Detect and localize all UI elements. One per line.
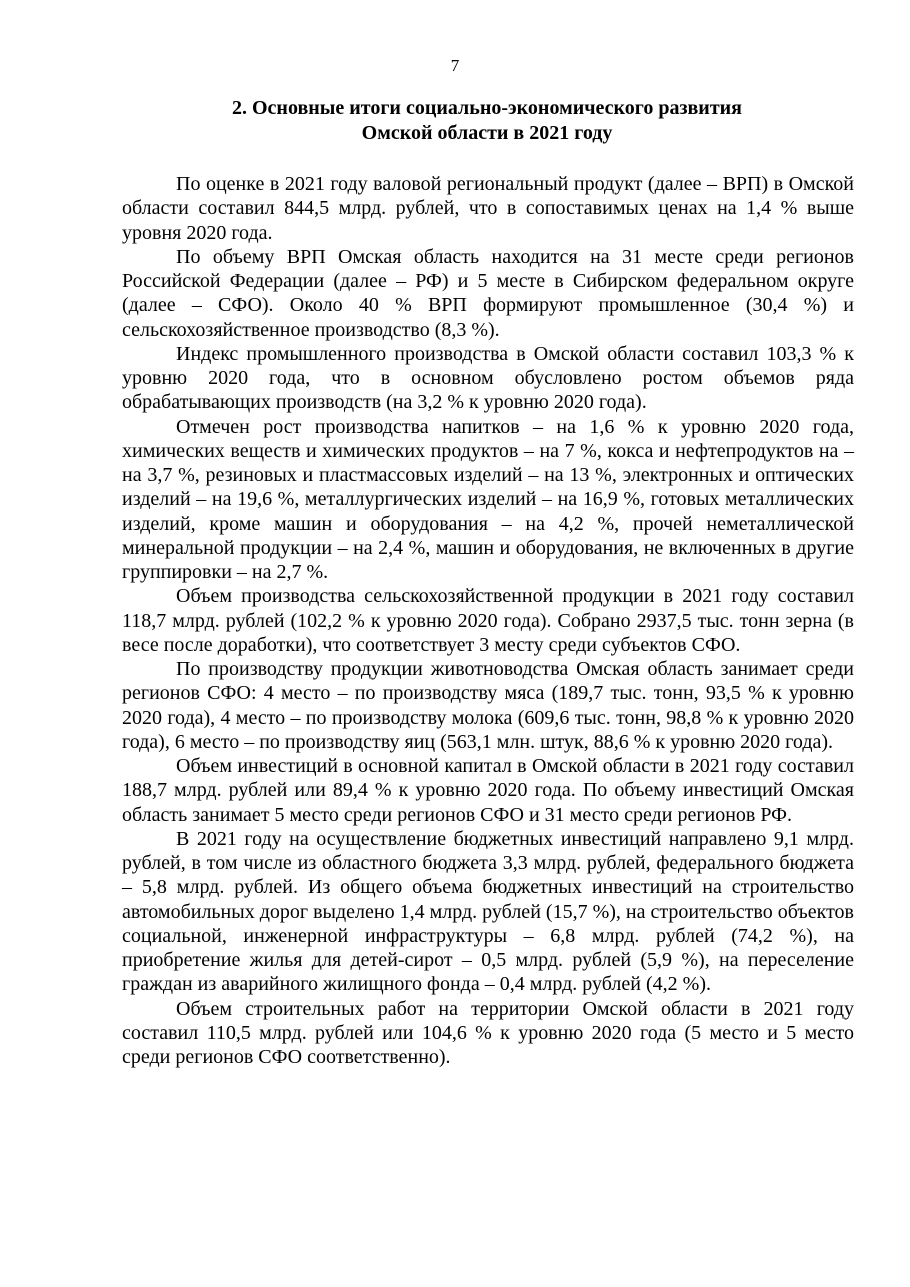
paragraph-industrial-index: Индекс промышленного производства в Омской области составил 103,3 % к уровню 2020 года, что в основном обусловлено ростом объемов ряда обрабатывающих производств (на 3,2 % к уровню 2020 года). — [122, 342, 854, 414]
paragraph-grp-ranking: По объему ВРП Омская область находится на 31 месте среди регионов Российской Федерации (далее – РФ) и 5 месте в Сибирском федеральном округе (далее – СФО). Около 40 % ВРП формируют промышленное (30,4 %) и сельскохозяйственное производство (8,3 %). — [122, 245, 854, 341]
paragraph-livestock: По производству продукции животноводства Омская область занимает среди регионов СФО: 4 место – по производству мяса (189,7 тыс. тонн, 93,5 % к уровню 2020 года), 4 место – по производству молока (609,6 тыс. тонн, 98,8 % к уровню 2020 года), 6 место – по производству яиц (563,1 млн. штук, 88,6 % к уровню 2020 года). — [122, 658, 854, 753]
page-number: 7 — [450, 56, 460, 75]
paragraph-investments: Объем инвестиций в основной капитал в Омской области в 2021 году составил 188,7 млрд. рублей или 89,4 % к уровню 2020 года. По объему инвестиций Омская область занимает 5 место среди регионов СФО и 31 место среди регионов РФ. — [122, 755, 854, 826]
paragraph-grp: По оценке в 2021 году валовой региональный продукт (далее – ВРП) в Омской области составил 844,5 млрд. рублей, что в сопоставимых ценах на 1,4 % выше уровня 2020 года. — [122, 173, 854, 244]
paragraph-budget-investments: В 2021 году на осуществление бюджетных инвестиций направлено 9,1 млрд. рублей, в том числе из областного бюджета 3,3 млрд. рублей, федерального бюджета – 5,8 млрд. рублей. Из общего объема бюджетных инвестиций на строительство автомобильных дорог выделено 1,4 млрд. рублей (15,7 %), на строительство объектов социальной, инженерной инфраструктуры – 6,8 млрд. рублей (74,2 %), на приобретение жилья для детей-сирот – 0,5 млрд. рублей (5,9 %), на переселение граждан из аварийного жилищного фонда – 0,4 млрд. рублей (4,2 %). — [122, 827, 854, 996]
section-heading-line-1: 2. Основные итоги социально-экономического развития — [231, 97, 742, 119]
section-heading-line-2: Омской области в 2021 году — [361, 122, 613, 144]
section-heading — [120, 96, 854, 146]
paragraph-production-growth: Отмечен рост производства напитков – на 1,6 % к уровню 2020 года, химических веществ и химических продуктов – на 7 %, кокса и нефтепродуктов на – на 3,7 %, резиновых и пластмассовых изделий – на 13 %, электронных и оптических изделий – на 19,6 %, металлургических изделий – на 16,9 %, готовых металлических изделий, кроме машин и оборудования – на 4,2 %, прочей неметаллической минеральной продукции – на 2,4 %, машин и оборудования, не включенных в другие группировки – на 2,7 %. — [122, 415, 854, 583]
document-body — [122, 172, 854, 1069]
paragraph-agriculture: Объем производства сельскохозяйственной продукции в 2021 году составил 118,7 млрд. рублей (102,2 % к уровню 2020 года). Собрано 2937,5 тыс. тонн зерна (в весе после доработки), что соответствует 3 месту среди субъектов СФО. — [122, 585, 854, 656]
paragraph-construction: Объем строительных работ на территории Омской области в 2021 году составил 110,5 млрд. рублей или 104,6 % к уровню 2020 года (5 место и 5 место среди регионов СФО соответственно). — [122, 997, 854, 1068]
